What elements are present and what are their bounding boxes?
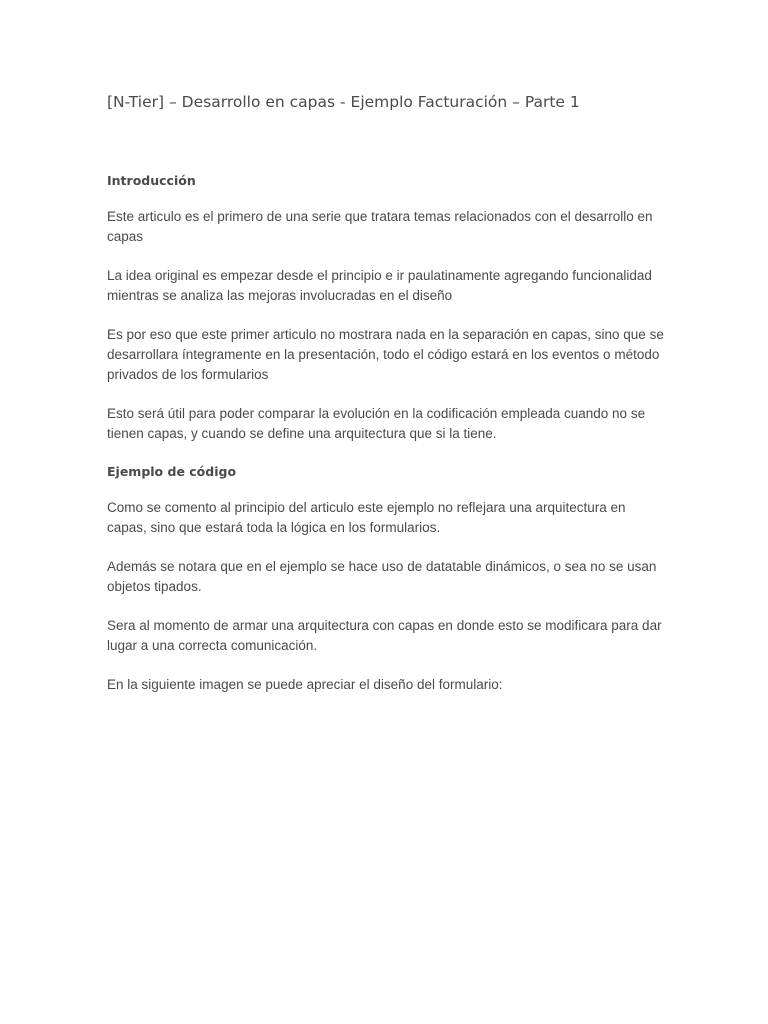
paragraph: Esto será útil para poder comparar la evolución en la codificación empleada cuando no se tienen capas, y cuando se define una arquitectura que si la tiene. <box>107 406 646 441</box>
spacer <box>107 112 667 172</box>
paragraph: En la siguiente imagen se puede apreciar el diseño del formulario: <box>107 677 503 692</box>
spacer <box>107 306 667 325</box>
paragraph: Es por eso que este primer articulo no mostrara nada en la separación en capas, sino que se desarrollara íntegramente en la presentación, todo el código estará en los eventos o método privados de los formularios <box>107 327 664 382</box>
spacer <box>107 385 667 404</box>
spacer <box>107 538 667 557</box>
spacer <box>107 597 667 616</box>
document-title: [N-Tier] – Desarrollo en capas - Ejemplo Facturación – Parte 1 <box>107 93 580 111</box>
section-heading-introduccion: Introducción <box>107 173 196 188</box>
section-heading-ejemplo-de-codigo: Ejemplo de código <box>107 464 237 479</box>
spacer <box>107 481 667 498</box>
document-page <box>107 92 667 695</box>
paragraph: Como se comento al principio del articulo este ejemplo no reflejara una arquitectura en capas, sino que estará toda la lógica en los formularios. <box>107 500 626 535</box>
spacer <box>107 190 667 207</box>
spacer <box>107 656 667 675</box>
spacer <box>107 247 667 266</box>
paragraph: Sera al momento de armar una arquitectura con capas en donde esto se modificara para dar lugar a una correcta comunicación. <box>107 618 662 653</box>
paragraph: La idea original es empezar desde el principio e ir paulatinamente agregando funcionalidad mientras se analiza las mejoras involucradas en el diseño <box>107 268 652 303</box>
spacer <box>107 444 667 463</box>
paragraph: Este articulo es el primero de una serie que tratara temas relacionados con el desarrollo en capas <box>107 209 653 244</box>
paragraph: Además se notara que en el ejemplo se hace uso de datatable dinámicos, o sea no se usan objetos tipados. <box>107 559 657 594</box>
